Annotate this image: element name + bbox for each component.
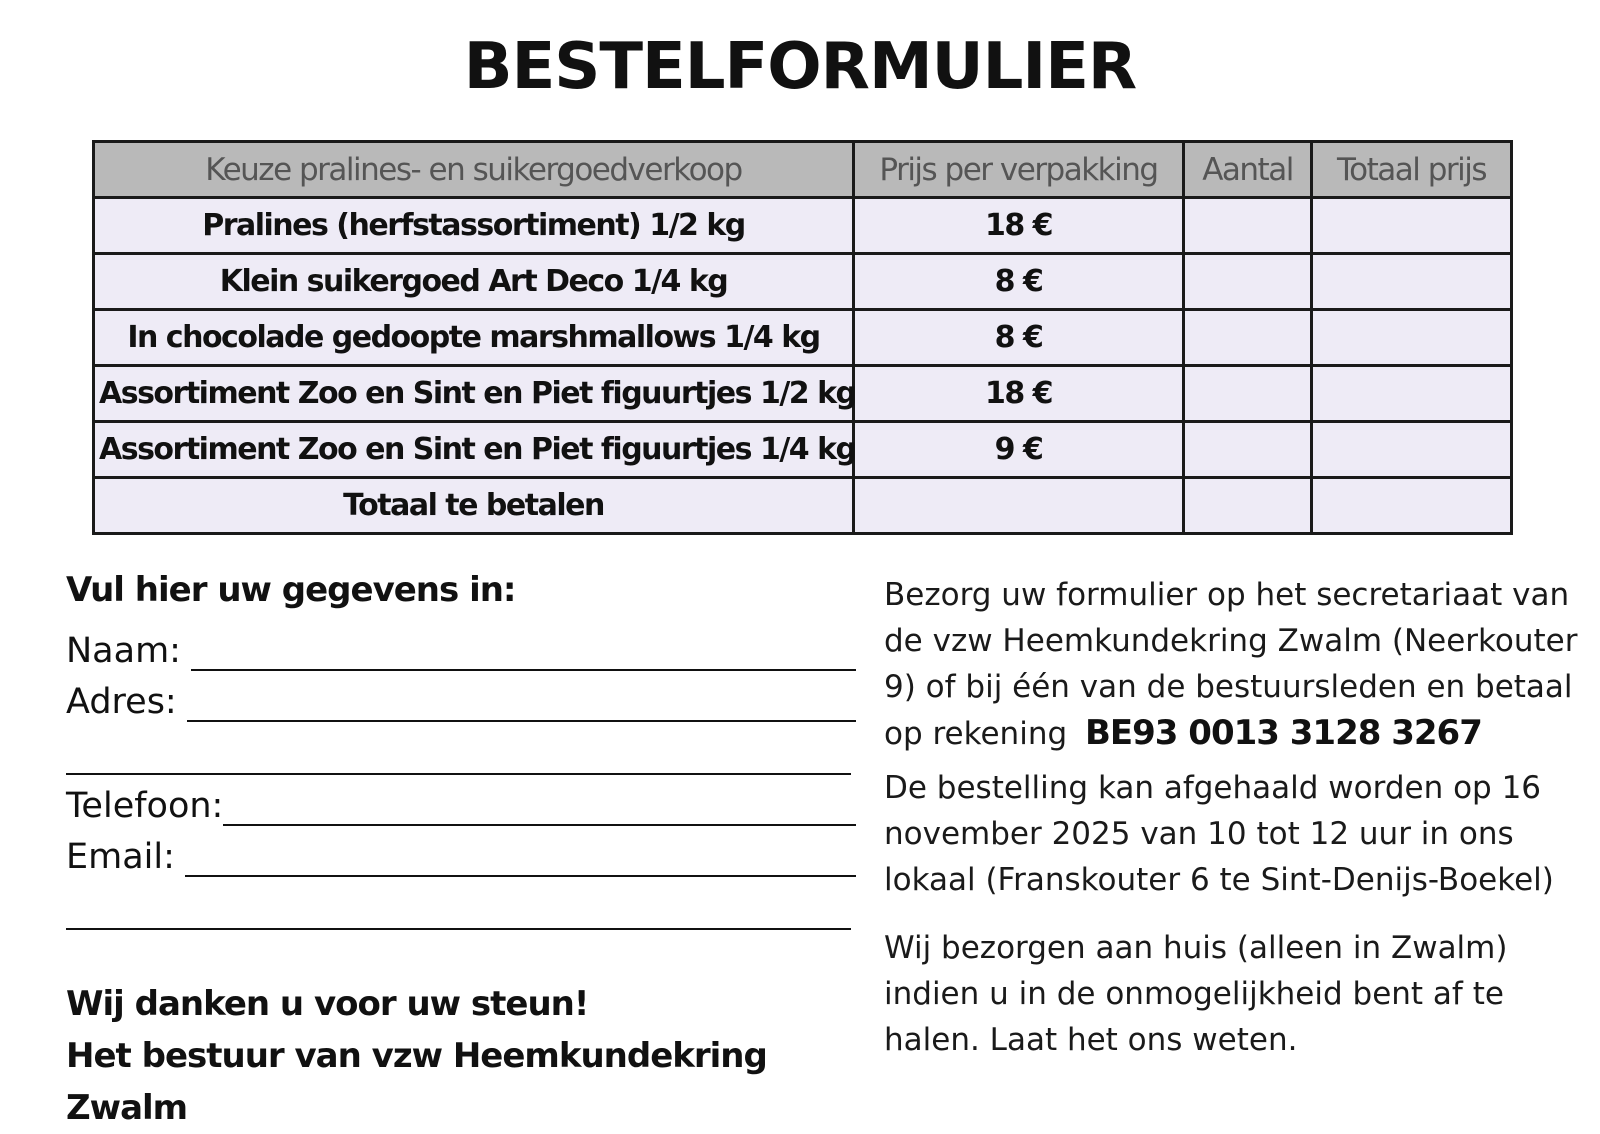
- total-label: Totaal te betalen: [94, 478, 854, 534]
- table-row: [94, 310, 1512, 366]
- thanks-block: [66, 978, 856, 1134]
- email-field: [66, 826, 856, 877]
- product-name: Assortiment Zoo en Sint en Piet figuurtjes 1/4 kg: [94, 422, 854, 478]
- total-quantity-cell[interactable]: [1184, 478, 1312, 534]
- total-cell[interactable]: [1312, 198, 1512, 254]
- form-heading: Vul hier uw gegevens in:: [66, 570, 516, 610]
- header-product: Keuze pralines- en suikergoedverkoop: [94, 142, 854, 198]
- bank-account-number: BE93 0013 3128 3267: [1085, 713, 1482, 753]
- pickup-info: De bestelling kan afgehaald worden op 16 november 2025 van 10 tot 12 uur in ons lokaal (Franskouter 6 te Sint-Denijs-Boekel): [884, 770, 1554, 898]
- info-section: [884, 572, 1584, 1063]
- name-label: Naam:: [66, 631, 181, 671]
- page-title: BESTELFORMULIER: [463, 30, 1137, 104]
- product-name: Klein suikergoed Art Deco 1/4 kg: [94, 254, 854, 310]
- email-label: Email:: [66, 837, 175, 877]
- address-label: Adres:: [66, 682, 177, 722]
- quantity-cell[interactable]: [1184, 422, 1312, 478]
- header-quantity: Aantal: [1184, 142, 1312, 198]
- home-delivery-info: Wij bezorgen aan huis (alleen in Zwalm) indien u in de onmogelijkheid bent af te halen. Laat het ons weten.: [884, 930, 1508, 1058]
- header-price: Prijs per verpakking: [854, 142, 1184, 198]
- email-line-2[interactable]: [66, 877, 851, 930]
- address-field: [66, 671, 856, 722]
- product-price: 18 €: [854, 198, 1184, 254]
- quantity-cell[interactable]: [1184, 366, 1312, 422]
- thanks-line: Wij danken u voor uw steun!: [66, 984, 589, 1024]
- phone-field: [66, 775, 856, 826]
- total-cell[interactable]: [1312, 254, 1512, 310]
- order-table: [92, 140, 1513, 535]
- email-line[interactable]: [185, 839, 856, 877]
- product-price: 9 €: [854, 422, 1184, 478]
- name-field: [66, 620, 856, 671]
- total-cell[interactable]: [1312, 310, 1512, 366]
- delivery-text: Bezorg uw formulier op het secretariaat van de vzw Heemkundekring Zwalm (Neerkouter 9) of bij één van de bestuursleden en betaal op rekening: [884, 577, 1578, 752]
- product-price: 18 €: [854, 366, 1184, 422]
- table-row: [94, 366, 1512, 422]
- table-row: [94, 254, 1512, 310]
- total-cell[interactable]: [1312, 422, 1512, 478]
- address-line-2[interactable]: [66, 722, 851, 775]
- table-row: [94, 198, 1512, 254]
- total-price-cell[interactable]: [854, 478, 1184, 534]
- product-name: Pralines (herfstassortiment) 1/2 kg: [94, 198, 854, 254]
- delivery-instructions: [884, 572, 1584, 757]
- table-header-row: [94, 142, 1512, 198]
- product-name: In chocolade gedoopte marshmallows 1/4 kg: [94, 310, 854, 366]
- header-total-price: Totaal prijs: [1312, 142, 1512, 198]
- product-price: 8 €: [854, 310, 1184, 366]
- total-row: [94, 478, 1512, 534]
- table-row: [94, 422, 1512, 478]
- customer-details-section: [66, 570, 856, 1134]
- address-line[interactable]: [187, 684, 856, 722]
- quantity-cell[interactable]: [1184, 198, 1312, 254]
- product-name: Assortiment Zoo en Sint en Piet figuurtjes 1/2 kg: [94, 366, 854, 422]
- product-price: 8 €: [854, 254, 1184, 310]
- quantity-cell[interactable]: [1184, 254, 1312, 310]
- grand-total-cell[interactable]: [1312, 478, 1512, 534]
- quantity-cell[interactable]: [1184, 310, 1312, 366]
- total-cell[interactable]: [1312, 366, 1512, 422]
- phone-label: Telefoon:: [66, 786, 224, 826]
- signature-line: Het bestuur van vzw Heemkundekring Zwalm: [66, 1036, 767, 1128]
- phone-line[interactable]: [223, 788, 856, 826]
- name-line[interactable]: [191, 633, 856, 671]
